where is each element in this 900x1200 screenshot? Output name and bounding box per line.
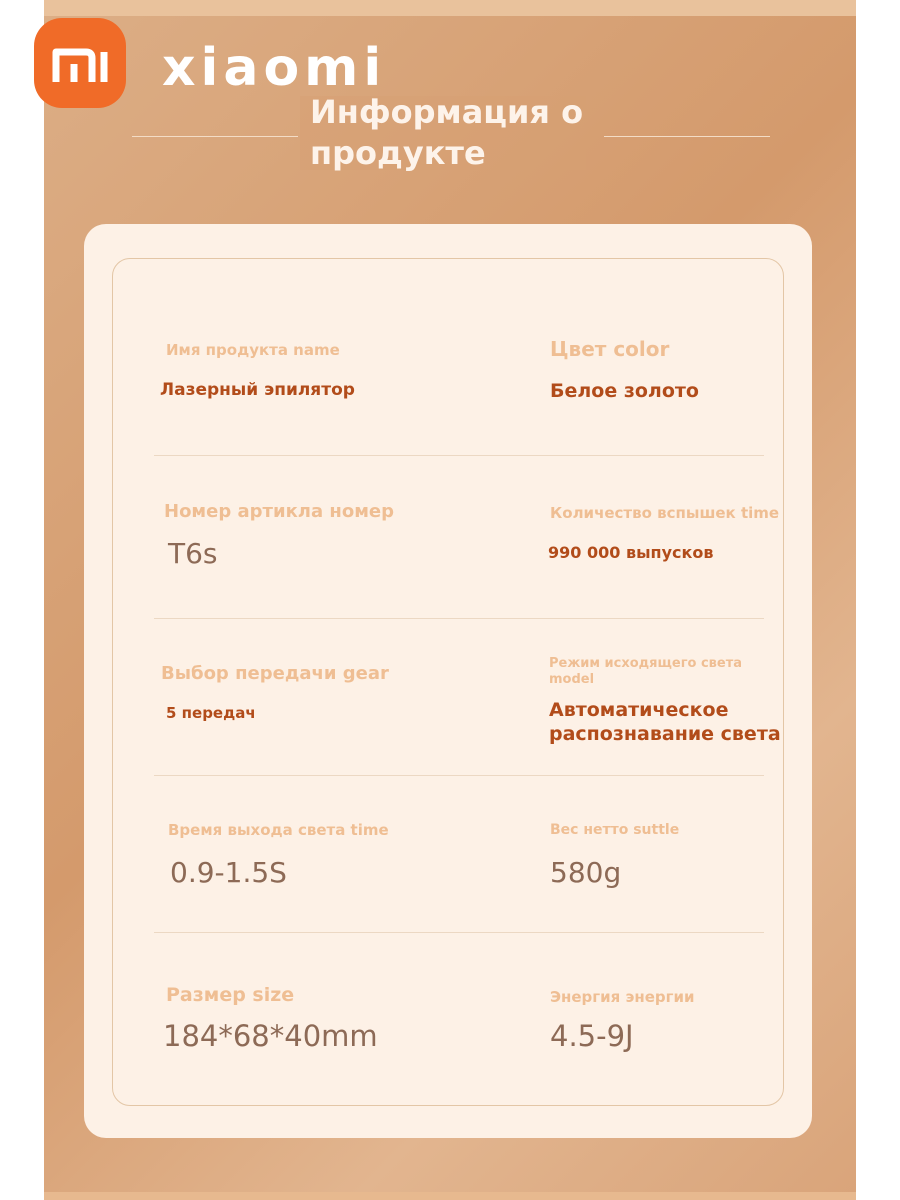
page-title: Информация о продукте bbox=[310, 93, 584, 172]
row-divider bbox=[154, 775, 764, 776]
spec-label-product-name: Имя продукта name bbox=[166, 341, 340, 359]
spec-label-light-time: Время выхода света time bbox=[168, 821, 389, 839]
title-rule-left bbox=[132, 136, 298, 137]
spec-value-product-name: Лазерный эпилятор bbox=[160, 380, 355, 400]
spec-value-gear: 5 передач bbox=[166, 704, 256, 722]
spec-label-article: Номер артикла номер bbox=[164, 501, 395, 522]
panel-bottom-band bbox=[44, 1192, 856, 1200]
row-divider bbox=[154, 618, 764, 619]
spec-value-flashes: 990 000 выпусков bbox=[548, 543, 714, 562]
spec-value-color: Белое золото bbox=[550, 380, 699, 402]
spec-label-size: Размер size bbox=[166, 984, 295, 1006]
spec-label-light-mode: Режим исходящего света model bbox=[549, 656, 743, 687]
spec-value-energy: 4.5-9J bbox=[550, 1019, 634, 1053]
spec-value-weight: 580g bbox=[550, 856, 622, 889]
spec-label-energy: Энергия энергии bbox=[550, 988, 695, 1006]
spec-label-weight: Вес нетто suttle bbox=[550, 822, 680, 838]
panel-top-band bbox=[44, 0, 856, 16]
spec-value-article: T6s bbox=[168, 537, 218, 570]
row-divider bbox=[154, 932, 764, 933]
brand-name: xiaomi bbox=[162, 38, 387, 98]
spec-label-gear: Выбор передачи gear bbox=[161, 663, 389, 684]
spec-label-flashes: Количество вспышек time bbox=[550, 504, 780, 522]
spec-value-light-mode: Автоматическое распознавание света bbox=[549, 699, 781, 745]
spec-value-size: 184*68*40mm bbox=[163, 1019, 378, 1053]
spec-label-color: Цвет color bbox=[550, 337, 670, 361]
mi-logo-icon bbox=[34, 18, 126, 108]
row-divider bbox=[154, 455, 764, 456]
spec-value-light-time: 0.9-1.5S bbox=[170, 856, 287, 889]
title-rule-right bbox=[604, 136, 770, 137]
